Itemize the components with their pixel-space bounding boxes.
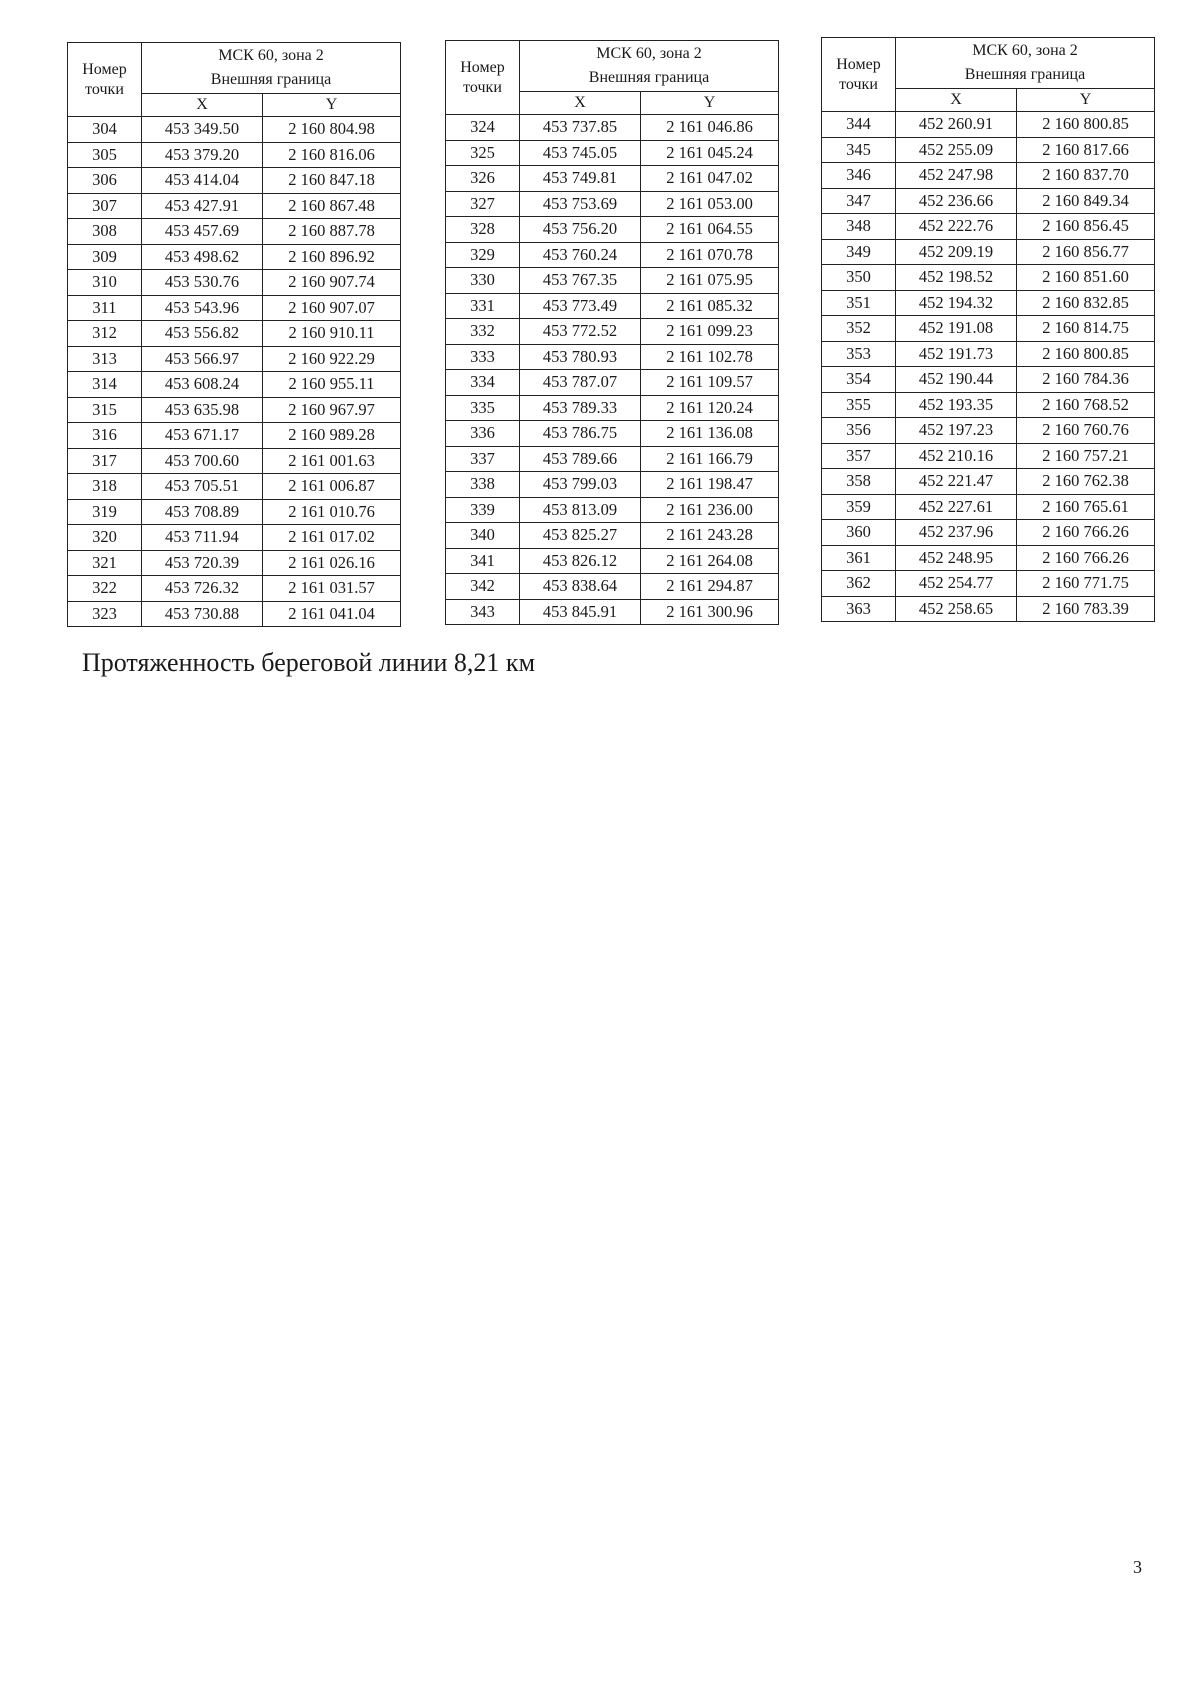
coordinate-system-label: МСК 60, зона 2 — [218, 47, 324, 64]
x-coordinate-cell: 453 711.94 — [142, 525, 263, 551]
point-number-cell: 342 — [446, 574, 520, 600]
y-coordinate-cell: 2 160 896.92 — [263, 244, 401, 270]
table-row — [822, 469, 1155, 495]
point-number-cell: 356 — [822, 418, 896, 444]
table-row — [446, 166, 779, 192]
x-coordinate-cell: 453 799.03 — [520, 472, 641, 498]
point-number-cell: 318 — [68, 474, 142, 500]
table-row — [446, 548, 779, 574]
y-coordinate-cell: 2 160 887.78 — [263, 219, 401, 245]
point-number-cell: 350 — [822, 265, 896, 291]
table-row — [68, 448, 401, 474]
table-row — [822, 163, 1155, 189]
y-coordinate-cell: 2 160 783.39 — [1017, 596, 1155, 622]
point-number-cell: 319 — [68, 499, 142, 525]
y-coordinate-cell: 2 161 198.47 — [641, 472, 779, 498]
x-coordinate-cell: 453 726.32 — [142, 576, 263, 602]
point-number-cell: 338 — [446, 472, 520, 498]
table-row — [68, 193, 401, 219]
x-coordinate-cell: 453 789.66 — [520, 446, 641, 472]
y-coordinate-cell: 2 161 294.87 — [641, 574, 779, 600]
x-coordinate-cell: 453 787.07 — [520, 370, 641, 396]
table-row — [446, 574, 779, 600]
x-coordinate-cell: 453 737.85 — [520, 115, 641, 141]
point-number-header-line2: точки — [839, 75, 878, 93]
y-coordinate-cell: 2 160 816.06 — [263, 142, 401, 168]
table-body — [822, 112, 1155, 622]
y-coordinate-cell: 2 161 046.86 — [641, 115, 779, 141]
table-row — [446, 319, 779, 345]
point-number-cell: 355 — [822, 392, 896, 418]
x-coordinate-cell: 453 708.89 — [142, 499, 263, 525]
table-row — [822, 367, 1155, 393]
point-number-cell: 347 — [822, 188, 896, 214]
point-number-cell: 310 — [68, 270, 142, 296]
x-coordinate-cell: 452 260.91 — [896, 112, 1017, 138]
y-coordinate-cell: 2 160 784.36 — [1017, 367, 1155, 393]
y-coordinate-cell: 2 160 765.61 — [1017, 494, 1155, 520]
point-number-cell: 315 — [68, 397, 142, 423]
table-row — [68, 346, 401, 372]
x-coordinate-cell: 453 826.12 — [520, 548, 641, 574]
table-row — [822, 571, 1155, 597]
y-coordinate-cell: 2 161 085.32 — [641, 293, 779, 319]
x-coordinate-cell: 453 427.91 — [142, 193, 263, 219]
x-coordinate-cell: 452 221.47 — [896, 469, 1017, 495]
table-row — [68, 142, 401, 168]
point-number-cell: 317 — [68, 448, 142, 474]
x-coordinate-cell: 453 838.64 — [520, 574, 641, 600]
y-coordinate-cell: 2 160 847.18 — [263, 168, 401, 194]
y-coordinate-cell: 2 160 851.60 — [1017, 265, 1155, 291]
page-number: 3 — [1133, 1557, 1142, 1577]
table-row — [68, 576, 401, 602]
point-number-cell: 361 — [822, 545, 896, 571]
point-number-cell: 309 — [68, 244, 142, 270]
y-coordinate-cell: 2 161 053.00 — [641, 191, 779, 217]
point-number-cell: 351 — [822, 290, 896, 316]
table-row — [68, 550, 401, 576]
point-number-cell: 327 — [446, 191, 520, 217]
table-row — [68, 168, 401, 194]
point-number-cell: 324 — [446, 115, 520, 141]
x-coordinate-cell: 452 198.52 — [896, 265, 1017, 291]
table-row — [446, 599, 779, 625]
y-coordinate-cell: 2 160 757.21 — [1017, 443, 1155, 469]
y-coordinate-cell: 2 160 867.48 — [263, 193, 401, 219]
x-coordinate-cell: 453 813.09 — [520, 497, 641, 523]
point-number-cell: 333 — [446, 344, 520, 370]
y-coordinate-cell: 2 161 300.96 — [641, 599, 779, 625]
y-coordinate-cell: 2 161 026.16 — [263, 550, 401, 576]
point-number-header-line2: точки — [85, 80, 124, 98]
x-coordinate-cell: 453 705.51 — [142, 474, 263, 500]
table-row — [446, 395, 779, 421]
table-row — [68, 270, 401, 296]
y-coordinate-cell: 2 160 849.34 — [1017, 188, 1155, 214]
point-number-cell: 358 — [822, 469, 896, 495]
table-row — [446, 446, 779, 472]
y-coordinate-cell: 2 161 047.02 — [641, 166, 779, 192]
y-coordinate-cell: 2 161 102.78 — [641, 344, 779, 370]
y-coordinate-cell: 2 160 907.74 — [263, 270, 401, 296]
table-row — [68, 423, 401, 449]
x-coordinate-cell: 452 237.96 — [896, 520, 1017, 546]
y-coordinate-cell: 2 160 989.28 — [263, 423, 401, 449]
y-coordinate-cell: 2 160 907.07 — [263, 295, 401, 321]
x-coordinate-cell: 453 556.82 — [142, 321, 263, 347]
point-number-cell: 353 — [822, 341, 896, 367]
boundary-label: Внешняя граница — [210, 71, 332, 88]
table-body — [446, 115, 779, 625]
x-coordinate-cell: 453 756.20 — [520, 217, 641, 243]
point-number-cell: 344 — [822, 112, 896, 138]
table-row — [68, 499, 401, 525]
table-row — [822, 418, 1155, 444]
x-coordinate-cell: 452 254.77 — [896, 571, 1017, 597]
table-row — [446, 242, 779, 268]
y-coordinate-cell: 2 161 010.76 — [263, 499, 401, 525]
x-coordinate-cell: 452 209.19 — [896, 239, 1017, 265]
y-coordinate-cell: 2 160 800.85 — [1017, 112, 1155, 138]
point-number-cell: 336 — [446, 421, 520, 447]
point-number-cell: 304 — [68, 117, 142, 143]
x-coordinate-cell: 453 753.69 — [520, 191, 641, 217]
x-coordinate-cell: 453 635.98 — [142, 397, 263, 423]
x-coordinate-cell: 452 191.73 — [896, 341, 1017, 367]
x-coordinate-cell: 452 255.09 — [896, 137, 1017, 163]
x-coordinate-cell: 452 190.44 — [896, 367, 1017, 393]
point-number-header — [822, 38, 896, 112]
table-row — [446, 268, 779, 294]
table-row — [446, 370, 779, 396]
point-number-cell: 332 — [446, 319, 520, 345]
table-row — [822, 188, 1155, 214]
point-number-cell: 321 — [68, 550, 142, 576]
coordinate-system-header — [896, 38, 1155, 89]
y-column-header: Y — [641, 92, 779, 115]
x-coordinate-cell: 453 608.24 — [142, 372, 263, 398]
y-coordinate-cell: 2 160 814.75 — [1017, 316, 1155, 342]
table-row — [446, 523, 779, 549]
table-row — [68, 525, 401, 551]
point-number-cell: 322 — [68, 576, 142, 602]
point-number-cell: 335 — [446, 395, 520, 421]
table-row — [68, 244, 401, 270]
point-number-header-line2: точки — [463, 78, 502, 96]
point-number-cell: 334 — [446, 370, 520, 396]
table-row — [68, 372, 401, 398]
y-coordinate-cell: 2 161 264.08 — [641, 548, 779, 574]
y-coordinate-cell: 2 160 817.66 — [1017, 137, 1155, 163]
x-coordinate-cell: 452 191.08 — [896, 316, 1017, 342]
y-coordinate-cell: 2 161 120.24 — [641, 395, 779, 421]
coordinate-system-label: МСК 60, зона 2 — [596, 45, 702, 62]
table-row — [446, 217, 779, 243]
point-number-cell: 331 — [446, 293, 520, 319]
table-row — [446, 497, 779, 523]
x-coordinate-cell: 453 498.62 — [142, 244, 263, 270]
table-row — [822, 137, 1155, 163]
x-coordinate-cell: 452 247.98 — [896, 163, 1017, 189]
table-row — [822, 341, 1155, 367]
y-coordinate-cell: 2 160 832.85 — [1017, 290, 1155, 316]
y-coordinate-cell: 2 161 236.00 — [641, 497, 779, 523]
point-number-cell: 357 — [822, 443, 896, 469]
x-coordinate-cell: 452 258.65 — [896, 596, 1017, 622]
y-coordinate-cell: 2 160 766.26 — [1017, 520, 1155, 546]
boundary-label: Внешняя граница — [964, 66, 1086, 83]
point-number-cell: 346 — [822, 163, 896, 189]
coordinates-table-3 — [821, 37, 1155, 622]
x-coordinate-cell: 452 197.23 — [896, 418, 1017, 444]
table-row — [822, 520, 1155, 546]
x-column-header: X — [896, 89, 1017, 112]
point-number-header-line1: Номер — [460, 58, 505, 76]
point-number-cell: 352 — [822, 316, 896, 342]
x-coordinate-cell: 453 700.60 — [142, 448, 263, 474]
x-coordinate-cell: 453 773.49 — [520, 293, 641, 319]
y-coordinate-cell: 2 160 768.52 — [1017, 392, 1155, 418]
y-coordinate-cell: 2 160 800.85 — [1017, 341, 1155, 367]
y-coordinate-cell: 2 160 856.77 — [1017, 239, 1155, 265]
y-coordinate-cell: 2 160 804.98 — [263, 117, 401, 143]
x-coordinate-cell: 453 566.97 — [142, 346, 263, 372]
coordinate-system-header — [142, 43, 401, 94]
x-coordinate-cell: 453 349.50 — [142, 117, 263, 143]
x-coordinate-cell: 453 789.33 — [520, 395, 641, 421]
y-coordinate-cell: 2 161 243.28 — [641, 523, 779, 549]
point-number-cell: 328 — [446, 217, 520, 243]
y-coordinate-cell: 2 161 070.78 — [641, 242, 779, 268]
y-coordinate-cell: 2 160 955.11 — [263, 372, 401, 398]
point-number-cell: 341 — [446, 548, 520, 574]
y-coordinate-cell: 2 161 064.55 — [641, 217, 779, 243]
table-row — [822, 265, 1155, 291]
point-number-cell: 360 — [822, 520, 896, 546]
x-coordinate-cell: 453 786.75 — [520, 421, 641, 447]
y-coordinate-cell: 2 160 766.26 — [1017, 545, 1155, 571]
y-column-header: Y — [263, 94, 401, 117]
x-coordinate-cell: 452 248.95 — [896, 545, 1017, 571]
table-row — [446, 472, 779, 498]
point-number-cell: 329 — [446, 242, 520, 268]
x-coordinate-cell: 452 210.16 — [896, 443, 1017, 469]
y-coordinate-cell: 2 161 136.08 — [641, 421, 779, 447]
x-coordinate-cell: 453 671.17 — [142, 423, 263, 449]
y-coordinate-cell: 2 161 001.63 — [263, 448, 401, 474]
table-row — [68, 295, 401, 321]
x-coordinate-cell: 452 227.61 — [896, 494, 1017, 520]
coordinate-system-header — [520, 41, 779, 92]
table-row — [822, 290, 1155, 316]
table-row — [446, 344, 779, 370]
x-coordinate-cell: 452 194.32 — [896, 290, 1017, 316]
y-coordinate-cell: 2 160 856.45 — [1017, 214, 1155, 240]
point-number-cell: 306 — [68, 168, 142, 194]
x-coordinate-cell: 453 530.76 — [142, 270, 263, 296]
point-number-cell: 359 — [822, 494, 896, 520]
point-number-cell: 330 — [446, 268, 520, 294]
x-coordinate-cell: 453 720.39 — [142, 550, 263, 576]
table-row — [822, 392, 1155, 418]
y-coordinate-cell: 2 160 967.97 — [263, 397, 401, 423]
coordinate-system-label: МСК 60, зона 2 — [972, 42, 1078, 59]
x-coordinate-cell: 453 749.81 — [520, 166, 641, 192]
table-row — [822, 239, 1155, 265]
y-coordinate-cell: 2 161 017.02 — [263, 525, 401, 551]
point-number-cell: 349 — [822, 239, 896, 265]
x-coordinate-cell: 453 730.88 — [142, 601, 263, 627]
point-number-cell: 320 — [68, 525, 142, 551]
y-coordinate-cell: 2 160 910.11 — [263, 321, 401, 347]
y-coordinate-cell: 2 161 041.04 — [263, 601, 401, 627]
table-row — [68, 219, 401, 245]
y-coordinate-cell: 2 161 031.57 — [263, 576, 401, 602]
coordinates-table-2 — [445, 40, 779, 625]
x-coordinate-cell: 453 845.91 — [520, 599, 641, 625]
table-row — [822, 112, 1155, 138]
table-row — [446, 293, 779, 319]
coordinates-table-1 — [67, 42, 401, 627]
point-number-cell: 339 — [446, 497, 520, 523]
y-coordinate-cell: 2 161 006.87 — [263, 474, 401, 500]
x-coordinate-cell: 453 457.69 — [142, 219, 263, 245]
table-row — [68, 397, 401, 423]
table-row — [822, 214, 1155, 240]
point-number-cell: 307 — [68, 193, 142, 219]
table-row — [446, 140, 779, 166]
y-coordinate-cell: 2 160 771.75 — [1017, 571, 1155, 597]
x-coordinate-cell: 453 379.20 — [142, 142, 263, 168]
table-row — [68, 117, 401, 143]
point-number-cell: 308 — [68, 219, 142, 245]
x-coordinate-cell: 453 760.24 — [520, 242, 641, 268]
table-row — [822, 316, 1155, 342]
x-coordinate-cell: 452 236.66 — [896, 188, 1017, 214]
point-number-cell: 326 — [446, 166, 520, 192]
x-column-header: X — [520, 92, 641, 115]
point-number-header-line1: Номер — [82, 60, 127, 78]
point-number-header — [68, 43, 142, 117]
y-column-header: Y — [1017, 89, 1155, 112]
x-coordinate-cell: 453 780.93 — [520, 344, 641, 370]
y-coordinate-cell: 2 160 760.76 — [1017, 418, 1155, 444]
point-number-cell: 345 — [822, 137, 896, 163]
point-number-header — [446, 41, 520, 115]
table-row — [68, 601, 401, 627]
point-number-header-line1: Номер — [836, 55, 881, 73]
y-coordinate-cell: 2 161 099.23 — [641, 319, 779, 345]
point-number-cell: 314 — [68, 372, 142, 398]
table-row — [822, 596, 1155, 622]
boundary-label: Внешняя граница — [588, 69, 710, 86]
y-coordinate-cell: 2 161 045.24 — [641, 140, 779, 166]
x-coordinate-cell: 453 772.52 — [520, 319, 641, 345]
point-number-cell: 340 — [446, 523, 520, 549]
x-coordinate-cell: 453 543.96 — [142, 295, 263, 321]
point-number-cell: 316 — [68, 423, 142, 449]
point-number-cell: 312 — [68, 321, 142, 347]
point-number-cell: 313 — [68, 346, 142, 372]
x-coordinate-cell: 452 222.76 — [896, 214, 1017, 240]
table-row — [446, 115, 779, 141]
point-number-cell: 337 — [446, 446, 520, 472]
x-coordinate-cell: 453 745.05 — [520, 140, 641, 166]
table-row — [68, 321, 401, 347]
x-column-header: X — [142, 94, 263, 117]
point-number-cell: 311 — [68, 295, 142, 321]
point-number-cell: 363 — [822, 596, 896, 622]
point-number-cell: 362 — [822, 571, 896, 597]
table-body — [68, 117, 401, 627]
y-coordinate-cell: 2 160 762.38 — [1017, 469, 1155, 495]
table-row — [68, 474, 401, 500]
y-coordinate-cell: 2 160 837.70 — [1017, 163, 1155, 189]
y-coordinate-cell: 2 161 166.79 — [641, 446, 779, 472]
y-coordinate-cell: 2 161 109.57 — [641, 370, 779, 396]
table-row — [446, 421, 779, 447]
x-coordinate-cell: 453 825.27 — [520, 523, 641, 549]
table-row — [822, 545, 1155, 571]
point-number-cell: 305 — [68, 142, 142, 168]
point-number-cell: 348 — [822, 214, 896, 240]
shoreline-length-text: Протяженность береговой линии 8,21 км — [82, 648, 536, 677]
y-coordinate-cell: 2 160 922.29 — [263, 346, 401, 372]
point-number-cell: 325 — [446, 140, 520, 166]
table-row — [822, 494, 1155, 520]
x-coordinate-cell: 453 767.35 — [520, 268, 641, 294]
x-coordinate-cell: 452 193.35 — [896, 392, 1017, 418]
point-number-cell: 354 — [822, 367, 896, 393]
table-row — [446, 191, 779, 217]
x-coordinate-cell: 453 414.04 — [142, 168, 263, 194]
y-coordinate-cell: 2 161 075.95 — [641, 268, 779, 294]
point-number-cell: 323 — [68, 601, 142, 627]
table-row — [822, 443, 1155, 469]
point-number-cell: 343 — [446, 599, 520, 625]
